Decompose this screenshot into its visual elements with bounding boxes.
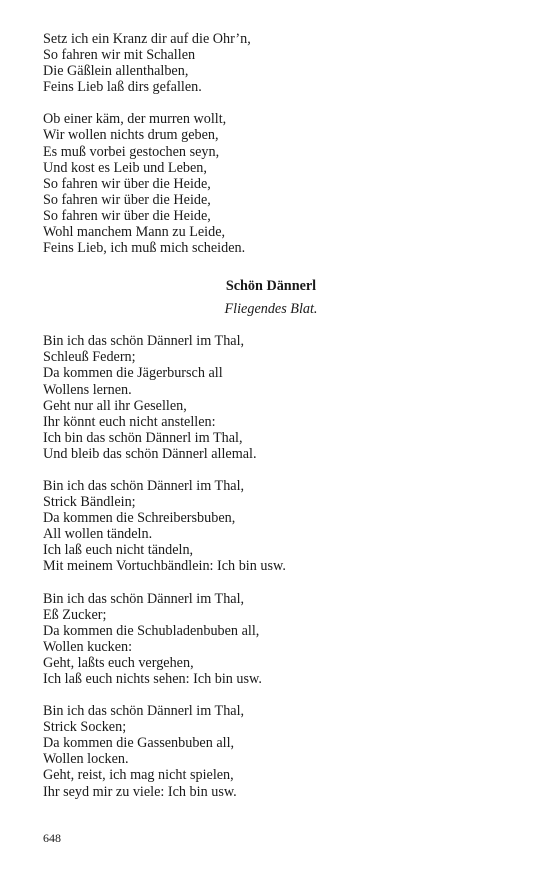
verse-line: So fahren wir über die Heide, [43,191,211,208]
verse-line: Bin ich das schön Dännerl im Thal, [43,590,245,607]
verse-line: Strick Bändlein; [43,494,136,511]
verse-line: Bin ich das schön Dännerl im Thal, [43,333,245,350]
verse-line: Ich laß euch nichts sehen: Ich bin usw. [43,671,262,687]
verse-line: Strick Socken; [43,719,127,736]
verse-line: So fahren wir mit Schallen [43,47,196,64]
verse-line: Ich bin das schön Dännerl im Thal, [43,429,243,446]
verse-line: Wohl manchem Mann zu Leide, [43,224,226,241]
verse-line: Eß Zucker; [43,606,107,623]
verse-line: Da kommen die Gassenbuben all, [43,735,235,752]
verse-line: Schleuß Federn; [43,349,136,366]
verse-line: Feins Lieb, ich muß mich scheiden. [43,240,246,257]
verse-line: Bin ich das schön Dännerl im Thal, [43,703,245,720]
verse-line: Ob einer käm, der murren wollt, [43,111,227,128]
verse-line: Feins Lieb laß dirs gefallen. [43,79,202,96]
verse-line: Und bleib das schön Dännerl allemal. [43,445,257,462]
verse-line: Wollen kucken: [43,638,133,655]
poem-stanza-4 [43,703,513,800]
verse-line: Bin ich das schön Dännerl im Thal, [43,477,245,494]
book-page [43,31,513,800]
poem-stanza-3 [43,591,513,688]
verse-line: Da kommen die Schubladenbuben all, [43,622,260,639]
verse-line: All wollen tändeln. [43,526,153,543]
verse-line: So fahren wir über die Heide, [43,207,211,224]
verse-line: So fahren wir über die Heide, [43,175,211,192]
verse-line: Setz ich ein Kranz dir auf die Ohr’n, [43,31,251,47]
verse-line: Wollens lernen. [43,381,132,398]
verse-line: Es muß vorbei gestochen seyn, [43,143,220,160]
verse-line: Da kommen die Schreibersbuben, [43,510,236,527]
verse-line: Und kost es Leib und Leben, [43,159,207,176]
verse-line: Wir wollen nichts drum geben, [43,127,219,144]
intro-stanza-2 [43,111,513,256]
verse-line: Geht, reist, ich mag nicht spielen, [43,767,234,784]
poem-stanza-2 [43,478,513,575]
verse-line: Ihr könnt euch nicht anstellen: [43,413,216,430]
poem-subtitle: Fliegendes Blat. [224,301,318,318]
verse-line: Wollen locken. [43,751,129,768]
verse-line: Die Gäßlein allenthalben, [43,63,189,80]
verse-line: Da kommen die Jägerbursch all [43,365,223,382]
verse-line: Mit meinem Vortuchbändlein: Ich bin usw. [43,558,286,575]
intro-stanza-1 [43,31,513,95]
verse-line: Ihr seyd mir zu viele: Ich bin usw. [43,783,237,800]
poem-stanza-1 [43,333,513,462]
page-number: 648 [43,831,61,845]
verse-line: Geht, laßts euch vergehen, [43,654,194,671]
poem-title: Schön Dännerl [225,278,317,295]
verse-line: Ich laß euch nicht tändeln, [43,542,194,559]
verse-line: Geht nur all ihr Gesellen, [43,397,187,414]
